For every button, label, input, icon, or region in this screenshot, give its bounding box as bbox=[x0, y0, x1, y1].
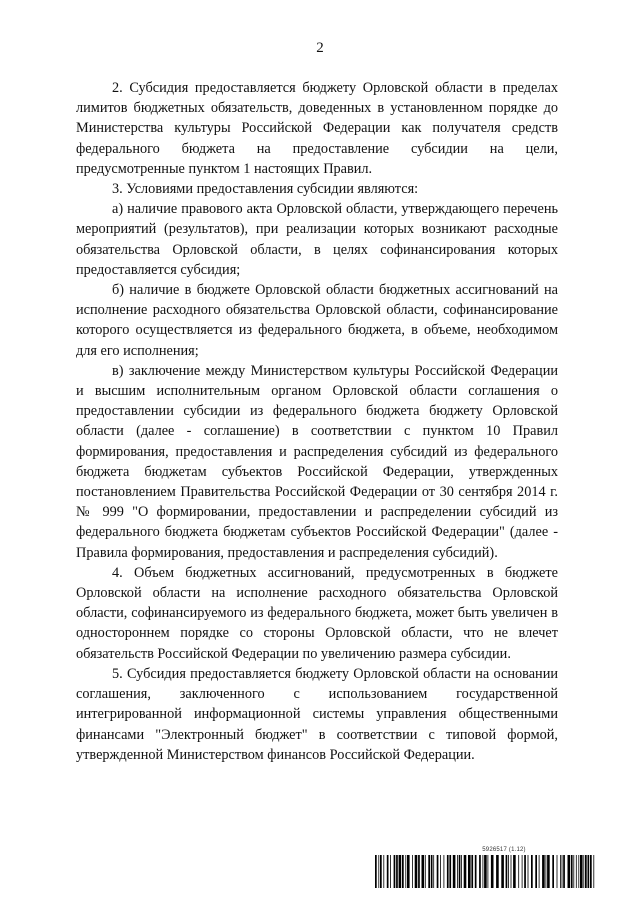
document-body bbox=[76, 78, 558, 765]
paragraph-item-2: 2. Субсидия предоставляется бюджету Орловской области в пределах лимитов бюджетных обязательств, доведенных в установленном порядке до Министерства культуры Российской Федерации как получателя средств федерального бюджета на предоставление субсидии на цели, предусмотренные пунктом 1 настоящих Правил. bbox=[76, 80, 558, 177]
paragraph-item-5: 5. Субсидия предоставляется бюджету Орловской области на основании соглашения, заключенного с использованием государственной интегрированной информационной системы управления общественными финансами "Электронный бюджет" в соответствии с типовой формой, утвержденной Министерством финансов Российской Федерации. bbox=[76, 665, 558, 763]
paragraph-item-3b: б) наличие в бюджете Орловской области бюджетных ассигнований на исполнение расходного обязательства Орловской области, софинансирование которого осуществляется из федерального бюджета, в объеме, необходимом для его исполнения; bbox=[76, 282, 558, 359]
document-code: 5926517 (1.12) bbox=[482, 847, 526, 853]
paragraph-item-4: 4. Объем бюджетных ассигнований, предусмотренных в бюджете Орловской области на исполнение расходного обязательства Орловской области, софинансируемого из федерального бюджета, может быть увеличен в одностороннем порядке со стороны Орловской области, что не влечет обязательств Российской Федерации по увеличению размера субсидии. bbox=[76, 564, 558, 662]
barcode bbox=[375, 855, 595, 888]
paragraph-item-3v: в) заключение между Министерством культуры Российской Федерации и высшим исполнительным органом Орловской области соглашения о предоставлении субсидии из федерального бюджета бюджету Орловской области (далее - соглашение) в соответствии с пунктом 10 Правил формирования, предоставления и распределения субсидий из федерального бюджета бюджетам субъектов Российской Федерации, утвержденных постановлением Правительства Российской Федерации от 30 сентября 2014 г. № 999 "О формировании, предоставлении и распределении субсидий из федерального бюджета бюджетам субъектов Российской Федерации" (далее - Правила формирования, предоставления и распределения субсидий). bbox=[76, 362, 558, 561]
page-number: 2 bbox=[316, 40, 324, 56]
paragraph-item-3a: а) наличие правового акта Орловской области, утверждающего перечень мероприятий (результатов), при реализации которых возникают расходные обязательства Орловской области, в целях софинансирования которых предоставляется субсидия; bbox=[76, 201, 558, 278]
paragraph-item-3: 3. Условиями предоставления субсидии являются: bbox=[112, 181, 419, 198]
